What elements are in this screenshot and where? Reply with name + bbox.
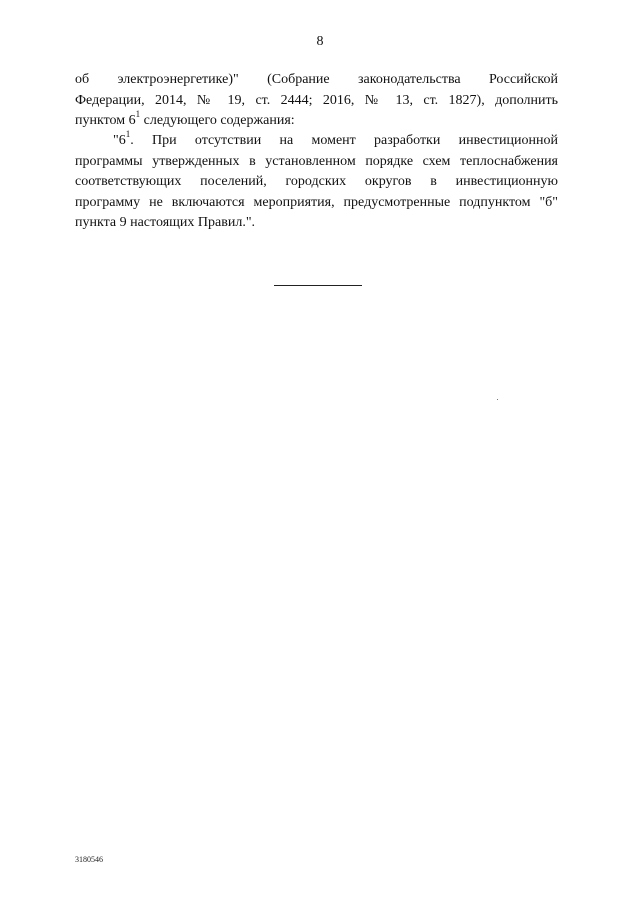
document-code: 3180546: [75, 855, 103, 864]
text-line: [75, 131, 558, 152]
paragraph-new-clause: [75, 131, 558, 234]
text-line: Федерации, 2014, № 19, ст. 2444; 2016, № 13, ст. 1827), дополнить: [75, 92, 558, 108]
paragraph-amendment-intro: [75, 70, 558, 132]
text-line: [75, 111, 558, 132]
scan-speck: [497, 399, 498, 400]
text-line: соответствующих поселений, городских округов в инвестиционную: [75, 174, 558, 189]
superscript: 1: [135, 109, 141, 120]
section-divider: [274, 285, 362, 286]
text-line: программы утвержденных в установленном порядке схем теплоснабжения: [75, 153, 558, 169]
text-fragment: [113, 129, 558, 148]
text-fragment: "6: [113, 133, 126, 148]
text-line: об электроэнергетике)" (Собрание законодательства Российской: [75, 72, 558, 87]
superscript: 1: [125, 129, 131, 140]
text-fragment: пунктом 6: [75, 113, 136, 128]
text-fragment: . При отсутствии на момент разработки инвестиционной: [130, 133, 558, 148]
text-line: программу не включаются мероприятия, предусмотренные подпунктом "б": [75, 194, 558, 210]
text-fragment: следующего содержания:: [140, 113, 295, 128]
text-line: пункта 9 настоящих Правил.".: [75, 215, 256, 230]
page-number: 8: [316, 34, 324, 49]
